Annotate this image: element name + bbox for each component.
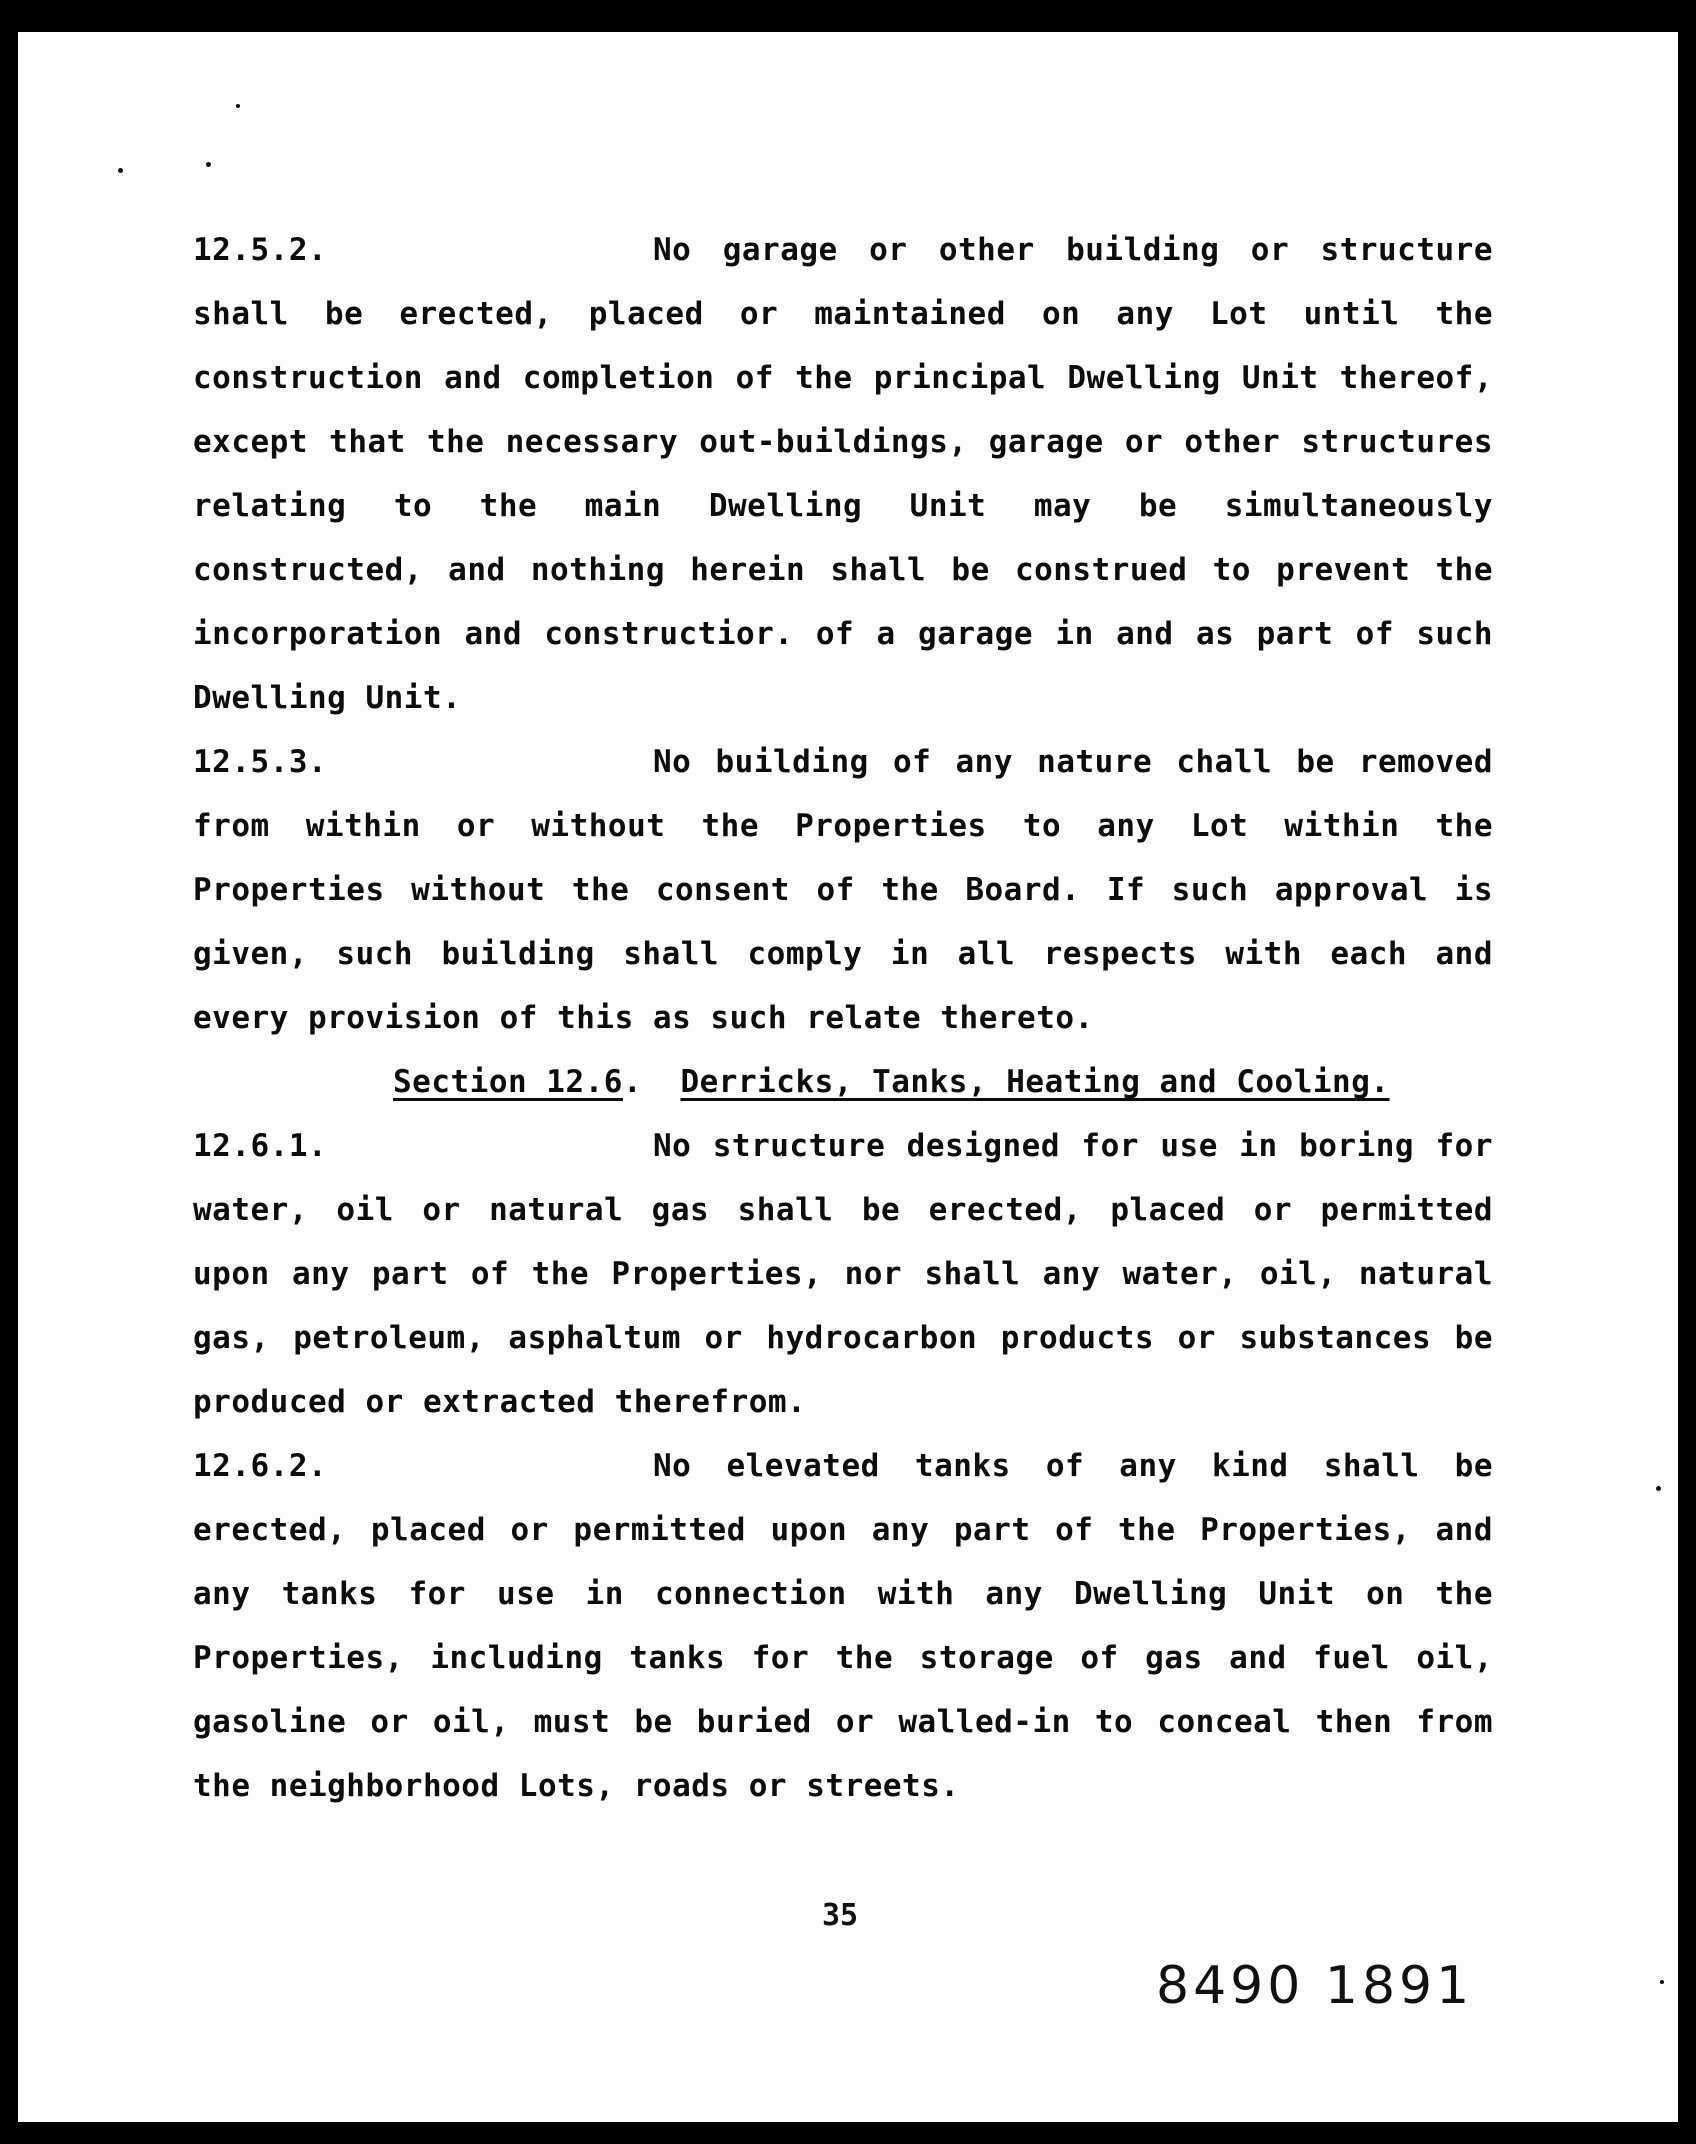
paragraph-12-6-1 <box>193 1114 1493 1434</box>
section-separator: . <box>622 1064 643 1100</box>
scan-speck <box>118 168 123 173</box>
scan-speck <box>1660 1980 1664 1984</box>
section-title: Derricks, Tanks, Heating and Cooling. <box>680 1064 1390 1100</box>
paragraph-text: No building of any nature chall be removed from within or without the Properties to any Lot within the Properties without the consent of the Board. If such approval is given, such building shall comply in all respects with each and every provision of this as such relate thereto. <box>193 744 1493 1036</box>
paragraph-text: No garage or other building or structure shall be erected, placed or maintained on any Lot until the construction and completion of the principal Dwelling Unit thereof, except that the necessary out-buildings, garage or other structures relating to the main Dwelling Unit may be simultaneously constructed, and nothing herein shall be construed to prevent the incorporation and constructior. of a garage in and as part of such Dwelling Unit. <box>193 232 1493 716</box>
scan-speck <box>236 104 240 108</box>
paragraph-text: No elevated tanks of any kind shall be erected, placed or permitted upon any part of the Properties, and any tanks for use in connection with any Dwelling Unit on the Properties, including tanks for the storage of gas and fuel oil, gasoline or oil, must be buried or walled-in to conceal then from the neighborhood Lots, roads or streets. <box>193 1448 1493 1804</box>
paragraph-number: 12.5.2. <box>193 232 328 268</box>
scan-speck <box>206 162 211 167</box>
document-body <box>193 218 1493 1818</box>
scan-speck <box>1656 1486 1661 1491</box>
paragraph-number: 12.5.3. <box>193 744 328 780</box>
section-heading <box>193 1050 1493 1114</box>
paragraph-number: 12.6.1. <box>193 1128 328 1164</box>
paragraph-12-6-2 <box>193 1434 1493 1818</box>
paragraph-text: No structure designed for use in boring for water, oil or natural gas shall be erected, placed or permitted upon any part of the Properties, nor shall any water, oil, natural gas, petroleum, asphaltum or hydrocarbon products or substances be produced or extracted therefrom. <box>193 1128 1493 1420</box>
document-code: 8490 1891 <box>1156 1956 1474 2016</box>
section-label: Section 12.6 <box>393 1064 623 1100</box>
page-number: 35 <box>822 1898 859 1933</box>
paragraph-12-5-3 <box>193 730 1493 1050</box>
paragraph-number: 12.6.2. <box>193 1448 328 1484</box>
paragraph-12-5-2 <box>193 218 1493 730</box>
